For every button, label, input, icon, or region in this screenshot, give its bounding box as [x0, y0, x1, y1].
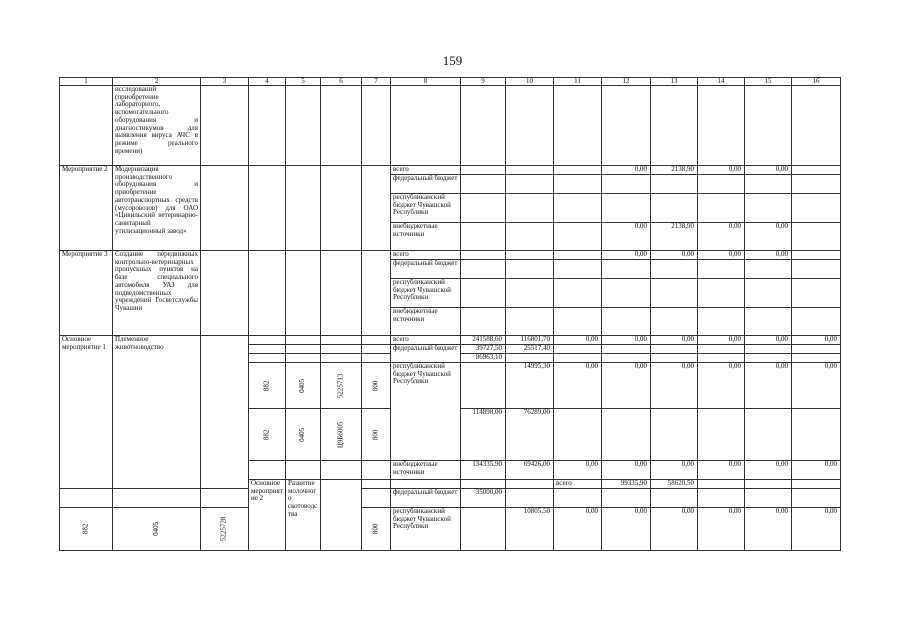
source-label: всего — [554, 480, 602, 489]
header-cell: 4 — [249, 78, 286, 86]
source-label: внебюджетные источники — [391, 461, 461, 480]
header-cell: 7 — [362, 78, 391, 86]
value-cell: 2138,90 — [651, 166, 698, 175]
header-cell: 8 — [391, 78, 461, 86]
value-cell: 0,00 — [792, 363, 841, 409]
source-label: всего — [391, 251, 461, 260]
source-label: федеральный бюджет — [391, 345, 461, 363]
code-cell: 800 — [362, 409, 391, 461]
value-cell: 0,00 — [698, 166, 745, 175]
value-cell: 0,00 — [602, 223, 651, 251]
value-cell: 0,00 — [554, 461, 602, 480]
code-cell: 882 — [60, 508, 113, 551]
value-cell: 0,00 — [554, 336, 602, 345]
value-cell: 69426,00 — [506, 461, 554, 480]
value-cell: 0,00 — [698, 251, 745, 260]
value-cell: 114898,00 — [461, 409, 506, 461]
value-cell: 0,00 — [602, 461, 651, 480]
value-cell: 134335,90 — [461, 461, 506, 480]
main-measure-2-desc: Развитие молочного скотоводства — [286, 480, 321, 551]
source-label: федеральный бюджет — [391, 489, 461, 508]
main-measure-1-label: Основное мероприятие 1 — [60, 336, 113, 489]
value-cell: 0,00 — [745, 251, 792, 260]
code-cell: 882 — [249, 409, 286, 461]
header-cell: 9 — [461, 78, 506, 86]
header-cell: 10 — [506, 78, 554, 86]
source-label: внебюджетные источники — [391, 223, 461, 251]
source-label: федеральный бюджет — [391, 260, 461, 279]
header-cell: 5 — [286, 78, 321, 86]
value-cell: 99335,90 — [602, 480, 651, 489]
measure-3-label: Мероприятие 3 — [60, 251, 113, 336]
value-cell: 0,00 — [745, 223, 792, 251]
source-label: внебюджетные источники — [391, 308, 461, 336]
table-row — [60, 336, 841, 345]
value-cell: 76289,00 — [506, 409, 554, 461]
header-cell: 16 — [792, 78, 841, 86]
value-cell: 0,00 — [651, 508, 698, 551]
page-number: 159 — [442, 53, 463, 68]
table-row — [60, 251, 841, 260]
table-row — [60, 166, 841, 175]
value-cell: 14995,30 — [506, 363, 554, 409]
header-cell: 6 — [321, 78, 362, 86]
value-cell: 39727,50 — [461, 345, 506, 354]
value-cell: 35000,00 — [461, 489, 506, 508]
header-cell: 14 — [698, 78, 745, 86]
header-cell: 13 — [651, 78, 698, 86]
value-cell: 0,00 — [698, 461, 745, 480]
table-row — [60, 508, 841, 551]
value-cell: 0,00 — [792, 336, 841, 345]
header-cell: 15 — [745, 78, 792, 86]
value-cell: 0,00 — [651, 336, 698, 345]
value-cell: 0,00 — [602, 363, 651, 409]
code-cell: 800 — [362, 363, 391, 409]
budget-table — [59, 77, 841, 551]
measure-3-desc: Создание передвижных контрольно-ветеринарных пропускных пунктов на базе специального автомобиля УАЗ для подведомственных учреждений Госветслужбы Чувашии — [113, 251, 201, 336]
main-measure-1-desc: Племенное животноводство — [113, 336, 201, 489]
value-cell: 0,00 — [698, 508, 745, 551]
value-cell: 0,00 — [745, 508, 792, 551]
value-cell: 25517,40 — [506, 345, 554, 354]
value-cell: 0,00 — [698, 363, 745, 409]
value-cell: 0,00 — [792, 461, 841, 480]
value-cell: 2138,90 — [651, 223, 698, 251]
source-label: республиканский бюджет Чувашской Республики — [391, 194, 461, 223]
code-cell: 0405 — [286, 363, 321, 409]
table-row — [60, 86, 841, 166]
value-cell: 0,00 — [602, 508, 651, 551]
source-label: всего — [391, 336, 461, 345]
value-cell: 116801,70 — [506, 336, 554, 345]
measure-2-label: Мероприятие 2 — [60, 166, 113, 251]
header-cell: 1 — [60, 78, 113, 86]
source-label: республиканский бюджет Чувашской Республики — [391, 508, 461, 551]
value-cell: 0,00 — [792, 508, 841, 551]
value-cell: 0,00 — [745, 461, 792, 480]
table-row — [60, 489, 841, 508]
main-measure-2-label: Основное мероприятие 2 — [249, 480, 286, 551]
value-cell: 0,00 — [602, 166, 651, 175]
value-cell: 0,00 — [554, 508, 602, 551]
source-label: республиканский бюджет Чувашской Республики — [391, 363, 461, 461]
header-cell: 12 — [602, 78, 651, 86]
header-cell: 2 — [113, 78, 201, 86]
value-cell: 86963,10 — [461, 354, 506, 363]
value-cell: 0,00 — [602, 336, 651, 345]
source-label: федеральный бюджет — [391, 175, 461, 194]
value-cell: 0,00 — [651, 461, 698, 480]
code-cell: 882 — [249, 363, 286, 409]
code-cell: 0405 — [113, 508, 201, 551]
source-label: республиканский бюджет Чувашской Республики — [391, 279, 461, 308]
value-cell: 0,00 — [651, 251, 698, 260]
code-cell: 800 — [362, 508, 391, 551]
code-cell: 0405 — [286, 409, 321, 461]
intro-text: исследований (приобретение лабораторного, вспомогательного оборудования и диагностикумов для выявления вируса АЧС в режиме реального времени) — [113, 86, 201, 166]
value-cell: 0,00 — [651, 363, 698, 409]
header-cell: 3 — [201, 78, 249, 86]
source-label: всего — [391, 166, 461, 175]
header-row — [60, 78, 841, 86]
value-cell: 58620,50 — [651, 480, 698, 489]
value-cell: 0,00 — [554, 363, 602, 409]
code-cell: 5225728 — [201, 508, 249, 551]
code-cell: 5225713 — [321, 363, 362, 409]
value-cell: 0,00 — [698, 223, 745, 251]
value-cell: 0,00 — [602, 251, 651, 260]
value-cell: 0,00 — [698, 336, 745, 345]
header-cell: 11 — [554, 78, 602, 86]
measure-2-desc: Модернизация производственного оборудования и приобретение автотранспортных средств (мусоровозов) для ОАО «Цивильский ветеринарно-санитарный утилизационный завод» — [113, 166, 201, 251]
value-cell: 241588,60 — [461, 336, 506, 345]
value-cell: 10805,50 — [506, 508, 554, 551]
value-cell: 0,00 — [745, 166, 792, 175]
value-cell: 0,00 — [745, 336, 792, 345]
value-cell: 0,00 — [745, 363, 792, 409]
code-cell: Ц9Б6005 — [321, 409, 362, 461]
